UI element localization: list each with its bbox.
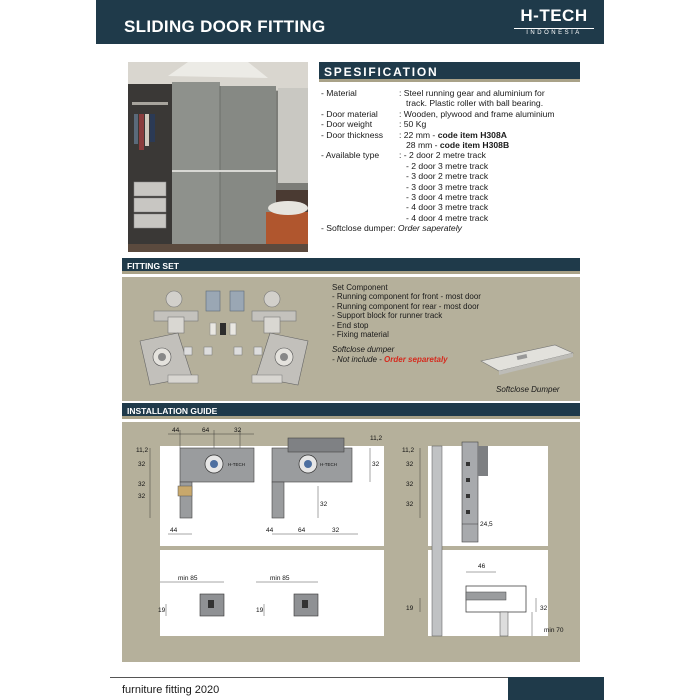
fitting-set-heading: FITTING SET [127,261,179,271]
brand-subtitle: INDONESIA [514,28,594,36]
dim-label: 24,5 [480,521,493,528]
brand-logo [514,6,594,36]
plate-label: H-TECH [228,462,245,467]
header-bar [96,0,604,44]
wardrobe-illustration [128,62,308,252]
spec-row-door-thickness-2: 28 mm - code item H308B [406,140,510,151]
dim-label: 32 [138,461,146,468]
dumper-caption: Softclose Dumper [496,385,560,394]
dim-label: 32 [372,461,380,468]
dim-label: 11,2 [136,447,149,454]
spec-row-material-cont: track. Plastic roller with ball bearing. [406,98,544,109]
dim-label: 44 [170,527,178,534]
spec-heading: SPESIFICATION [324,65,439,79]
plate-label: H-TECH [320,462,337,467]
dim-label: 32 [406,501,414,508]
spec-row-softclose: - Softclose dumper: Order saperately [321,223,462,234]
fitting-components-illustration [122,277,322,401]
dim-label: 44 [172,427,180,434]
dim-label: 11,2 [370,435,383,442]
dim-label: 32 [332,527,340,534]
installation-heading: INSTALLATION GUIDE [127,406,218,416]
spec-row-door-thickness: - Door thickness : 22 mm - code item H308A [321,129,507,140]
dumper-note-prefix: - Not include - [332,354,382,364]
dim-label: 32 [234,427,242,434]
wardrobe-photo [128,62,308,252]
dim-label: 64 [298,527,306,534]
dim-label: 64 [202,427,210,434]
dumper-title: Softclose dumper [332,345,395,355]
dim-label: 32 [406,461,414,468]
available-type: - 3 door 3 metre track [406,181,489,192]
set-component-item: - Support block for runner track [332,311,443,321]
set-component-list [332,283,481,364]
spec-heading-bar [319,62,580,82]
code-h308a: code item H308A [437,129,507,140]
footer-text: furniture fitting 2020 [122,684,220,696]
dim-label: 32 [540,605,548,612]
installation-diagram [122,422,580,662]
dim-label: 19 [256,607,264,614]
set-component-item: - Running component for rear - most door [332,301,480,311]
brand-name: H-TECH [520,6,588,25]
set-component-item: - Fixing material [332,330,389,340]
dim-label: 32 [406,481,414,488]
softclose-dumper-illustration [477,339,577,379]
dim-label: 19 [158,607,166,614]
page-title: SLIDING DOOR FITTING [124,17,326,36]
available-type: - 4 door 4 metre track [406,212,489,223]
spec-list [321,88,581,234]
available-type: - 3 door 4 metre track [406,192,489,203]
dim-label: min 70 [544,627,564,634]
spec-row-available: - Available type : - 2 door 2 metre track [321,150,486,161]
dim-label: 46 [478,563,486,570]
dim-label: min 85 [178,575,198,582]
installation-guide-panel [122,422,580,662]
set-component-item: - End stop [332,320,369,330]
dim-label: 44 [266,527,274,534]
spec-row-door-material: - Door material : Wooden, plywood and frame aluminium [321,108,555,119]
installation-heading-bar [122,403,580,419]
dim-label: 19 [406,605,414,612]
set-component-item: - Running component for front - most door [332,292,481,302]
available-type: - 4 door 3 metre track [406,202,489,213]
dim-label: 11,2 [402,447,415,454]
order-separately-note: Order separetaly [384,354,448,364]
dim-label: 32 [138,481,146,488]
fitting-set-heading-bar [122,258,580,274]
code-h308b: code item H308B [439,140,510,151]
dim-label: 32 [138,493,146,500]
footer-divider [110,677,508,678]
dim-label: min 85 [270,575,290,582]
spec-row-door-weight: - Door weight : 50 Kg [321,119,427,130]
spec-row-material: - Material : Steel running gear and aluminium for [321,88,545,98]
available-type: - 3 door 2 metre track [406,171,489,182]
fitting-set-panel [122,277,580,401]
set-component-title: Set Component [332,283,388,292]
available-type: - 2 door 3 metre track [406,160,489,171]
footer-accent-block [508,677,604,700]
dim-label: 32 [320,501,328,508]
